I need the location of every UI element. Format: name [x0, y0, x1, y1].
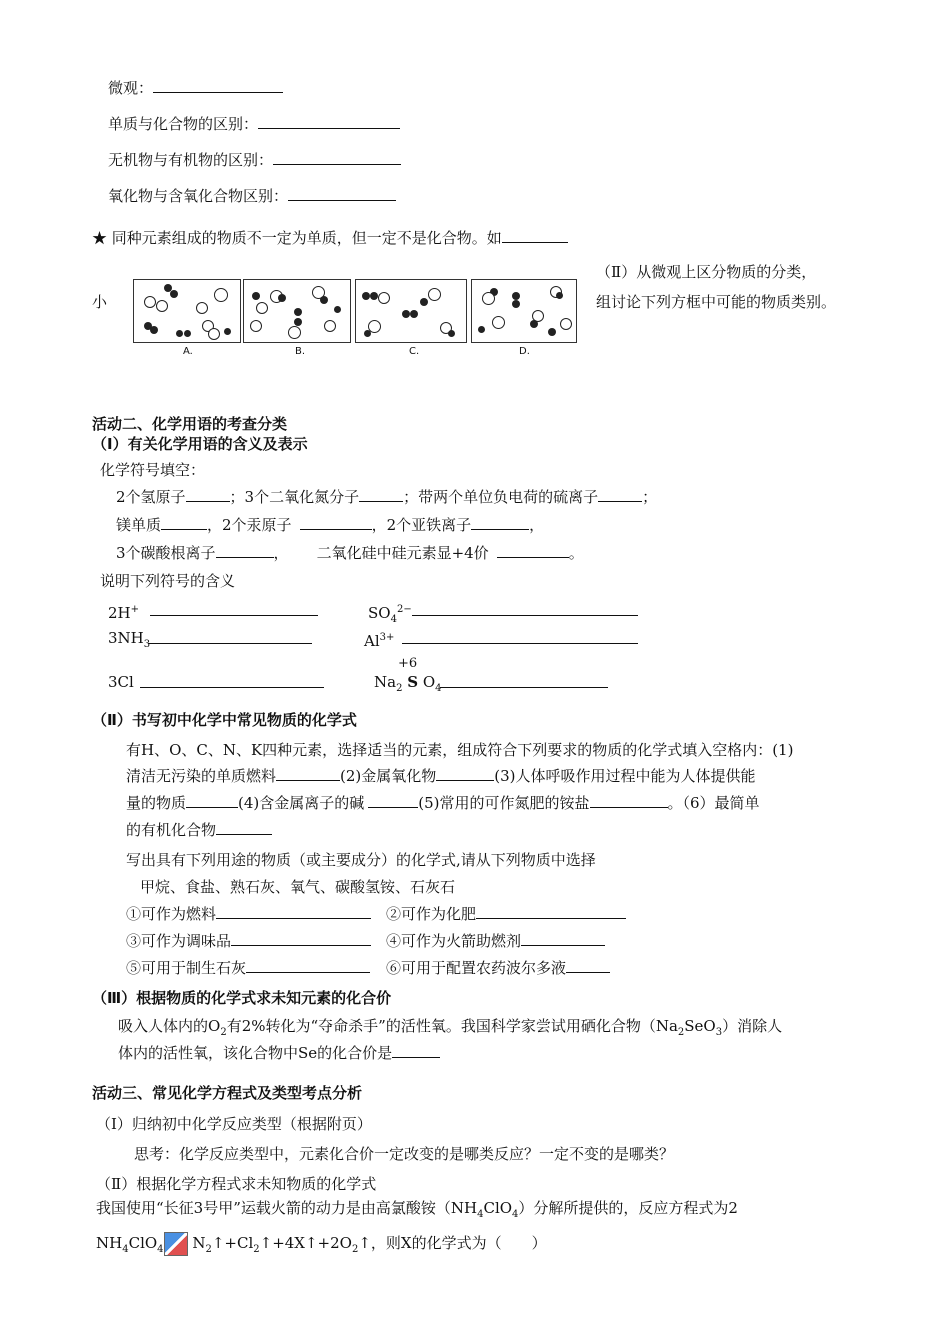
use-5: ⑤可用于制生石灰	[126, 958, 370, 978]
blank-organic[interactable]	[216, 820, 272, 835]
use-1: ①可作为燃料	[126, 904, 371, 924]
symbols-row2: 镁单质 ，2个汞原子 ，2个亚铁离子 ，	[116, 516, 545, 534]
blank-co3[interactable]	[216, 543, 274, 558]
box-a	[133, 279, 241, 343]
star-note: ★ 同种元素组成的物质不一定为单质，但一定不是化合物。如	[92, 228, 568, 248]
explain-label: 说明下列符号的含义	[100, 572, 236, 590]
blank-sio2[interactable]	[497, 543, 569, 558]
box-b	[243, 279, 351, 343]
star-note-blank[interactable]	[502, 228, 568, 243]
small-label: 小	[92, 293, 108, 311]
inorganic-vs-organic-blank[interactable]	[273, 150, 401, 165]
single-vs-compound-line: 单质与化合物的区别：	[108, 114, 400, 134]
p2-line4: 的有机化合物	[126, 820, 272, 840]
blank-use1[interactable]	[216, 904, 371, 919]
p2-line5: 写出具有下列用途的物质（或主要成分）的化学式,请从下列物质中选择	[126, 851, 596, 869]
blank-2fe[interactable]	[471, 515, 529, 530]
activity2-title: 活动二、化学用语的考查分类	[92, 415, 288, 433]
single-vs-compound-blank[interactable]	[258, 114, 400, 129]
oxide-blank[interactable]	[288, 186, 396, 201]
blank-mg[interactable]	[161, 515, 207, 530]
blank-se-valence[interactable]	[392, 1043, 440, 1058]
valence-plus6: +6	[398, 656, 418, 671]
p2-line1: 有H、O、C、N、K四种元素，选择适当的元素，组成符合下列要求的物质的化学式填入空格内：(1)	[126, 741, 794, 759]
blank-use5[interactable]	[246, 958, 370, 973]
blank-so4-meaning[interactable]	[412, 600, 638, 616]
blank-metal-oxide[interactable]	[436, 766, 494, 781]
inorganic-vs-organic-line: 无机物与有机物的区别：	[108, 150, 401, 170]
activity3-equation: $NH_4ClO_4$ $N_2↑+Cl_2↑+4X↑+2O_2↑$，则X的化学式为（ ）	[96, 1234, 547, 1255]
symbols-row3: 3个碳酸根离子 ， 二氧化硅中硅元素显+4价 。	[116, 544, 584, 562]
blank-2hg[interactable]	[300, 515, 372, 530]
box-label-a: A.	[183, 346, 193, 357]
activity2-part1-title: （Ⅰ）有关化学用语的含义及表示	[92, 435, 308, 453]
activity2-part2-title: （Ⅱ）书写初中化学中常见物质的化学式	[92, 711, 357, 729]
box-c	[355, 279, 467, 343]
blank-use3[interactable]	[231, 931, 371, 946]
use-2: ②可作为化肥	[386, 904, 626, 924]
oxide-line: 氧化物与含氧化合物区别：	[108, 186, 396, 206]
blank-base[interactable]	[368, 793, 418, 808]
blank-s2[interactable]	[598, 487, 642, 502]
blank-use2[interactable]	[476, 904, 626, 919]
activity3-p2-line1: 我国使用“长征3号甲”运载火箭的动力是由高氯酸铵$(NH_4ClO_4)$分解所提供的，反应方程式为2	[96, 1199, 738, 1220]
sym-3nh3: $3NH_3$	[108, 629, 151, 650]
micro-classification-text: （Ⅱ）从微观上区分物质的分类，	[596, 263, 817, 281]
blank-3cl-meaning[interactable]	[140, 672, 324, 688]
blank-2h[interactable]	[186, 487, 230, 502]
symbols-row1: 2个氢原子 ；3个二氧化氮分子 ；带两个单位负电荷的硫离子 ；	[116, 488, 658, 506]
blank-energy[interactable]	[186, 793, 238, 808]
broken-image-icon	[164, 1232, 188, 1256]
activity3-part2: （Ⅱ）根据化学方程式求未知物质的化学式	[96, 1175, 377, 1193]
fill-symbols-label: 化学符号填空：	[100, 461, 206, 479]
sym-2h: 2H+	[108, 604, 140, 622]
sym-3cl: 3Cl	[108, 673, 134, 691]
use-6: ⑥可用于配置农药波尔多液	[386, 958, 610, 978]
blank-use6[interactable]	[566, 958, 610, 973]
blank-3nh3-meaning[interactable]	[148, 628, 312, 644]
box-label-d: D.	[519, 346, 530, 357]
p2-line3: 量的物质 (4)含金属离子的碱 (5)常用的可作氮肥的铵盐 。（6）最简单	[126, 794, 760, 812]
sym-so4: $SO_4^{2-}$	[368, 604, 412, 625]
micro-line: 微观：	[108, 78, 283, 98]
p3-line1: 吸入人体内的$O_2$有2%转化为“夺命杀手”的活性氧。我国科学家尝试用硒化合物$(Na_2SeO_3)$消除人	[118, 1017, 783, 1038]
p3-line2: 体内的活性氧，该化合物中Se的化合价是	[118, 1043, 440, 1063]
p2-line2: 清洁无污染的单质燃料 (2)金属氧化物 (3)人体呼吸作用过程中能为人体提供能	[126, 767, 756, 785]
activity3-title: 活动三、常见化学方程式及类型考点分析	[92, 1084, 363, 1102]
use-3: ③可作为调味品	[126, 931, 371, 951]
box-label-c: C.	[409, 346, 420, 357]
micro-classification-text-2: 组讨论下列方框中可能的物质类别。	[596, 293, 837, 311]
blank-use4[interactable]	[521, 931, 605, 946]
micro-blank[interactable]	[153, 78, 283, 93]
use-4: ④可作为火箭助燃剂	[386, 931, 605, 951]
sym-al: $Al^{3+}$	[364, 632, 395, 650]
activity3-think: 思考：化学反应类型中，元素化合价一定改变的是哪类反应？一定不变的是哪类？	[134, 1145, 675, 1163]
blank-al-meaning[interactable]	[402, 628, 638, 644]
box-d	[471, 279, 577, 343]
blank-3no2[interactable]	[359, 487, 403, 502]
p2-line6: 甲烷、食盐、熟石灰、氧气、碳酸氢铵、石灰石	[140, 878, 456, 896]
blank-fuel[interactable]	[276, 766, 340, 781]
box-label-b: B.	[295, 346, 306, 357]
activity3-part1: （Ⅰ）归纳初中化学反应类型（根据附页）	[96, 1115, 372, 1133]
sym-na2so4: $Na_2$ S $O_4$	[374, 673, 442, 694]
activity2-part3-title: （Ⅲ）根据物质的化学式求未知元素的化合价	[92, 989, 392, 1007]
blank-ammonium[interactable]	[590, 793, 668, 808]
blank-na2so4-meaning[interactable]	[440, 672, 608, 688]
blank-2h-meaning[interactable]	[150, 600, 318, 616]
